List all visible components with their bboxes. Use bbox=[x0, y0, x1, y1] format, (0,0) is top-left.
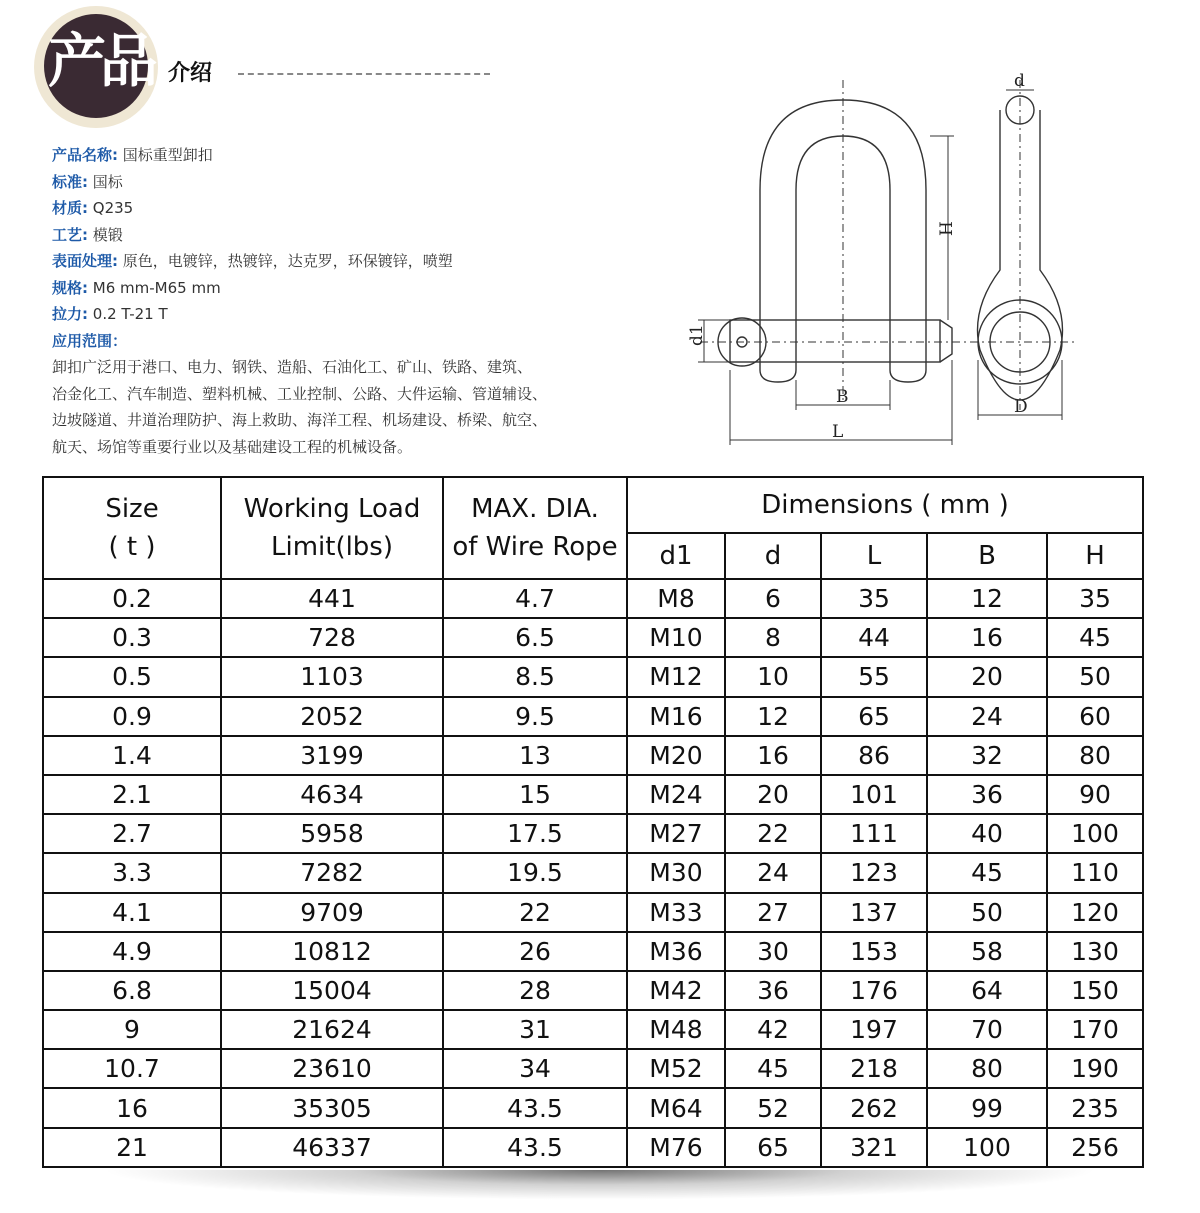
label-d1: d1 bbox=[687, 324, 707, 346]
table-cell: 34 bbox=[443, 1049, 627, 1088]
intro-row: 拉力: 0.2 T-21 T bbox=[52, 305, 168, 323]
header-d1: d1 bbox=[627, 533, 725, 579]
table-cell: 35305 bbox=[221, 1088, 443, 1127]
table-cell: 190 bbox=[1047, 1049, 1143, 1088]
table-cell: 15 bbox=[443, 775, 627, 814]
table-cell: 45 bbox=[725, 1049, 821, 1088]
table-cell: 17.5 bbox=[443, 814, 627, 853]
table-row bbox=[43, 1088, 1143, 1127]
table-cell: 30 bbox=[725, 932, 821, 971]
table-cell: 44 bbox=[821, 618, 927, 657]
application-line: 航天、场馆等重要行业以及基础建设工程的机械设备。 bbox=[52, 437, 413, 456]
section-subtitle: 介绍 bbox=[168, 61, 213, 86]
table-cell: M12 bbox=[627, 657, 725, 696]
table-cell: 35 bbox=[1047, 579, 1143, 618]
table-cell: M30 bbox=[627, 853, 725, 892]
table-cell: M8 bbox=[627, 579, 725, 618]
table-cell: M27 bbox=[627, 814, 725, 853]
table-cell: 43.5 bbox=[443, 1128, 627, 1167]
table-cell: 120 bbox=[1047, 893, 1143, 932]
table-cell: M48 bbox=[627, 1010, 725, 1049]
table-cell: 28 bbox=[443, 971, 627, 1010]
table-cell: 80 bbox=[1047, 736, 1143, 775]
header-B: B bbox=[927, 533, 1047, 579]
table-cell: 441 bbox=[221, 579, 443, 618]
table-cell: 6 bbox=[725, 579, 821, 618]
table-row bbox=[43, 657, 1143, 696]
badge-title: 产品 bbox=[48, 27, 153, 95]
table-cell: 58 bbox=[927, 932, 1047, 971]
table-cell: 100 bbox=[1047, 814, 1143, 853]
table-cell: 4.1 bbox=[43, 893, 221, 932]
label-H: H bbox=[937, 221, 957, 236]
table-row bbox=[43, 932, 1143, 971]
table-row bbox=[43, 893, 1143, 932]
table-cell: 10 bbox=[725, 657, 821, 696]
application-line: 冶金化工、汽车制造、塑料机械、工业控制、公路、大件运输、管道辅设、 bbox=[52, 384, 548, 403]
table-cell: 256 bbox=[1047, 1128, 1143, 1167]
intro-row: 规格: M6 mm-M65 mm bbox=[52, 278, 221, 297]
table-cell: 728 bbox=[221, 618, 443, 657]
table-cell: 99 bbox=[927, 1088, 1047, 1127]
intro-row: 产品名称: 国标重型卸扣 bbox=[52, 146, 213, 164]
table-cell: 24 bbox=[927, 697, 1047, 736]
table-cell: 50 bbox=[1047, 657, 1143, 696]
table-cell: 45 bbox=[1047, 618, 1143, 657]
table-cell: M52 bbox=[627, 1049, 725, 1088]
table-cell: 10.7 bbox=[43, 1049, 221, 1088]
pin-tip bbox=[940, 320, 952, 362]
table-cell: 321 bbox=[821, 1128, 927, 1167]
table-cell: 4.9 bbox=[43, 932, 221, 971]
header-size: Size ( t ) bbox=[43, 477, 221, 579]
table-cell: 42 bbox=[725, 1010, 821, 1049]
table-cell: M20 bbox=[627, 736, 725, 775]
application-line: 边坡隧道、井道治理防护、海上救助、海洋工程、机场建设、桥梁、航空、 bbox=[52, 411, 548, 429]
table-cell: 40 bbox=[927, 814, 1047, 853]
intro-row: 标准: 国标 bbox=[52, 172, 123, 191]
shackle-lug-right bbox=[890, 370, 926, 382]
table-cell: 23610 bbox=[221, 1049, 443, 1088]
table-cell: 1.4 bbox=[43, 736, 221, 775]
table-cell: 5958 bbox=[221, 814, 443, 853]
label-D: D bbox=[1014, 397, 1028, 417]
table-row bbox=[43, 1049, 1143, 1088]
table-cell: 262 bbox=[821, 1088, 927, 1127]
table-cell: 150 bbox=[1047, 971, 1143, 1010]
label-d: d bbox=[1014, 71, 1025, 91]
table-cell: 235 bbox=[1047, 1088, 1143, 1127]
table-cell: 22 bbox=[725, 814, 821, 853]
table-cell: 8.5 bbox=[443, 657, 627, 696]
table-row bbox=[43, 775, 1143, 814]
table-cell: 27 bbox=[725, 893, 821, 932]
table-cell: 21624 bbox=[221, 1010, 443, 1049]
shackle-diagram bbox=[680, 70, 1080, 450]
table-cell: 31 bbox=[443, 1010, 627, 1049]
table-cell: 4.7 bbox=[443, 579, 627, 618]
table-cell: M16 bbox=[627, 697, 725, 736]
table-cell: 22 bbox=[443, 893, 627, 932]
table-cell: 32 bbox=[927, 736, 1047, 775]
table-cell: 16 bbox=[725, 736, 821, 775]
table-cell: 0.3 bbox=[43, 618, 221, 657]
table-cell: 19.5 bbox=[443, 853, 627, 892]
table-cell: 36 bbox=[927, 775, 1047, 814]
table-cell: 35 bbox=[821, 579, 927, 618]
table-cell: 137 bbox=[821, 893, 927, 932]
intro-row: 材质: Q235 bbox=[52, 199, 134, 217]
table-cell: M24 bbox=[627, 775, 725, 814]
table-row bbox=[43, 579, 1143, 618]
table-cell: 55 bbox=[821, 657, 927, 696]
header-dimensions: Dimensions ( mm ) bbox=[627, 477, 1143, 533]
table-cell: 0.9 bbox=[43, 697, 221, 736]
table-cell: 6.8 bbox=[43, 971, 221, 1010]
table-cell: 64 bbox=[927, 971, 1047, 1010]
application-label: 应用范围： bbox=[52, 331, 128, 350]
table-cell: 12 bbox=[725, 697, 821, 736]
intro-row: 工艺: 模锻 bbox=[52, 225, 123, 244]
table-cell: 130 bbox=[1047, 932, 1143, 971]
header-wll: Working Load Limit(lbs) bbox=[221, 477, 443, 579]
table-cell: 86 bbox=[821, 736, 927, 775]
table-cell: 0.2 bbox=[43, 579, 221, 618]
application-line: 卸扣广泛用于港口、电力、钢铁、造船、石油化工、矿山、铁路、建筑、 bbox=[52, 358, 533, 376]
shackle-lug-left bbox=[760, 370, 796, 382]
table-cell: M10 bbox=[627, 618, 725, 657]
bottom-shadow bbox=[100, 1170, 1100, 1200]
table-cell: 60 bbox=[1047, 697, 1143, 736]
table-row bbox=[43, 971, 1143, 1010]
table-cell: 2.7 bbox=[43, 814, 221, 853]
table-cell: 9 bbox=[43, 1010, 221, 1049]
label-B: B bbox=[836, 387, 849, 407]
table-cell: 21 bbox=[43, 1128, 221, 1167]
header-H: H bbox=[1047, 533, 1143, 579]
table-cell: 4634 bbox=[221, 775, 443, 814]
table-cell: 50 bbox=[927, 893, 1047, 932]
table-cell: 0.5 bbox=[43, 657, 221, 696]
table-cell: 52 bbox=[725, 1088, 821, 1127]
product-badge bbox=[34, 6, 164, 130]
table-cell: 13 bbox=[443, 736, 627, 775]
table-cell: M33 bbox=[627, 893, 725, 932]
table-cell: 176 bbox=[821, 971, 927, 1010]
table-cell: 65 bbox=[725, 1128, 821, 1167]
table-cell: 20 bbox=[927, 657, 1047, 696]
table-cell: 170 bbox=[1047, 1010, 1143, 1049]
table-cell: 36 bbox=[725, 971, 821, 1010]
intro-row: 表面处理: 原色，电镀锌，热镀锌，达克罗，环保镀锌，喷塑 bbox=[52, 252, 453, 270]
label-L: L bbox=[832, 422, 844, 442]
table-row bbox=[43, 697, 1143, 736]
table-cell: 101 bbox=[821, 775, 927, 814]
table-cell: 6.5 bbox=[443, 618, 627, 657]
table-cell: M36 bbox=[627, 932, 725, 971]
table-cell: 2052 bbox=[221, 697, 443, 736]
table-cell: 100 bbox=[927, 1128, 1047, 1167]
table-cell: 123 bbox=[821, 853, 927, 892]
table-row bbox=[43, 853, 1143, 892]
table-cell: M42 bbox=[627, 971, 725, 1010]
table-cell: 70 bbox=[927, 1010, 1047, 1049]
table-cell: 9.5 bbox=[443, 697, 627, 736]
table-cell: 2.1 bbox=[43, 775, 221, 814]
header-L: L bbox=[821, 533, 927, 579]
table-cell: 1103 bbox=[221, 657, 443, 696]
table-cell: 90 bbox=[1047, 775, 1143, 814]
table-row bbox=[43, 814, 1143, 853]
table-cell: 218 bbox=[821, 1049, 927, 1088]
spec-table-body bbox=[43, 579, 1143, 1167]
table-cell: 24 bbox=[725, 853, 821, 892]
table-cell: 3.3 bbox=[43, 853, 221, 892]
table-cell: 8 bbox=[725, 618, 821, 657]
header-d: d bbox=[725, 533, 821, 579]
table-cell: 110 bbox=[1047, 853, 1143, 892]
header-max-dia: MAX. DIA. of Wire Rope bbox=[443, 477, 627, 579]
table-cell: 7282 bbox=[221, 853, 443, 892]
table-cell: 16 bbox=[927, 618, 1047, 657]
table-cell: 65 bbox=[821, 697, 927, 736]
header-divider bbox=[238, 73, 490, 75]
table-cell: 26 bbox=[443, 932, 627, 971]
spec-table bbox=[42, 476, 1144, 1168]
table-cell: 15004 bbox=[221, 971, 443, 1010]
table-cell: 43.5 bbox=[443, 1088, 627, 1127]
table-cell: 3199 bbox=[221, 736, 443, 775]
table-row bbox=[43, 1128, 1143, 1167]
table-row bbox=[43, 618, 1143, 657]
table-cell: M64 bbox=[627, 1088, 725, 1127]
table-row bbox=[43, 1010, 1143, 1049]
table-cell: 9709 bbox=[221, 893, 443, 932]
table-cell: M76 bbox=[627, 1128, 725, 1167]
table-cell: 80 bbox=[927, 1049, 1047, 1088]
table-cell: 46337 bbox=[221, 1128, 443, 1167]
table-cell: 12 bbox=[927, 579, 1047, 618]
product-intro bbox=[52, 142, 632, 460]
table-cell: 10812 bbox=[221, 932, 443, 971]
table-cell: 153 bbox=[821, 932, 927, 971]
table-cell: 197 bbox=[821, 1010, 927, 1049]
table-row bbox=[43, 736, 1143, 775]
table-cell: 20 bbox=[725, 775, 821, 814]
table-cell: 45 bbox=[927, 853, 1047, 892]
table-cell: 111 bbox=[821, 814, 927, 853]
table-cell: 16 bbox=[43, 1088, 221, 1127]
